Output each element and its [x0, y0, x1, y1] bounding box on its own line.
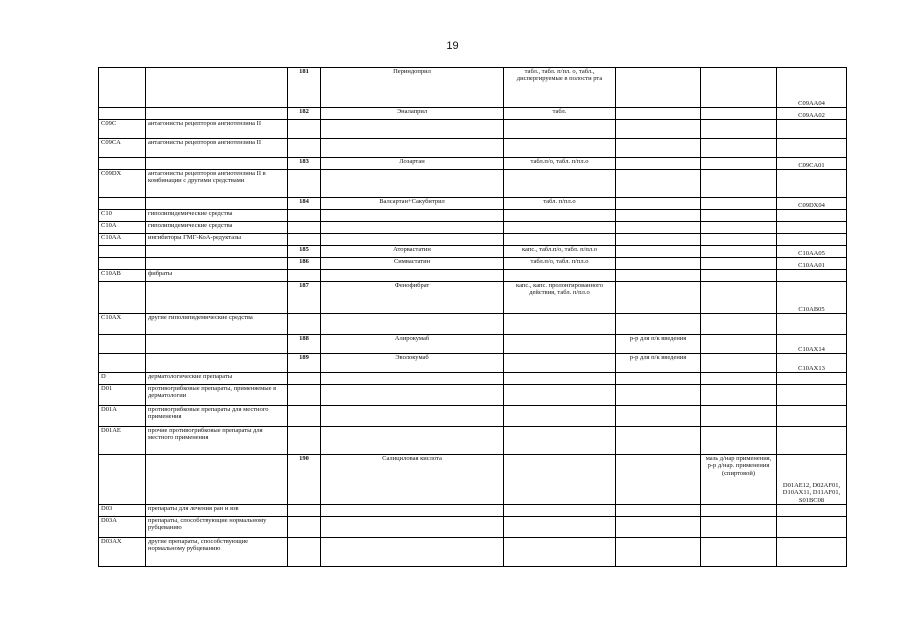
atc-group-code: D03: [99, 505, 146, 517]
table-row: [99, 406, 847, 427]
dosage-form: [504, 170, 616, 198]
dosage-form-alt: [616, 198, 701, 210]
dosage-form-extra: [701, 68, 777, 108]
drug-name: Салициловая кислота: [321, 455, 504, 505]
dosage-form-alt: [616, 258, 701, 270]
atc-code: C10AX13: [777, 354, 847, 373]
drug-name: Валсартан+Сакубитрил: [321, 198, 504, 210]
atc-group-code: [99, 455, 146, 505]
dosage-form: [504, 427, 616, 455]
dosage-form-extra: мазь д/нар применения, р-р д/нар. применения (спиртовой): [701, 455, 777, 505]
item-number: [288, 222, 321, 234]
atc-group-code: [99, 246, 146, 258]
dosage-form-extra: [701, 373, 777, 385]
dosage-form-alt: [616, 158, 701, 170]
atc-group-code: D01: [99, 385, 146, 406]
item-number: 186: [288, 258, 321, 270]
item-number: 187: [288, 282, 321, 314]
item-number: [288, 385, 321, 406]
drug-name: [321, 210, 504, 222]
dosage-form-extra: [701, 222, 777, 234]
dosage-form-extra: [701, 170, 777, 198]
atc-group-code: [99, 258, 146, 270]
table-row: [99, 210, 847, 222]
dosage-form-extra: [701, 517, 777, 538]
atc-code: [777, 538, 847, 567]
atc-group-code: C09CA: [99, 139, 146, 158]
item-number: [288, 314, 321, 335]
atc-group-code: C09C: [99, 120, 146, 139]
item-number: [288, 517, 321, 538]
table-row: [99, 222, 847, 234]
group-name: дерматологические препараты: [146, 373, 288, 385]
dosage-form-extra: [701, 198, 777, 210]
table-row: [99, 246, 847, 258]
atc-group-code: [99, 354, 146, 373]
drug-name: [321, 517, 504, 538]
dosage-form-alt: р-р для п/к введения: [616, 354, 701, 373]
table-row: [99, 354, 847, 373]
dosage-form-alt: [616, 170, 701, 198]
table-row: [99, 282, 847, 314]
atc-code: [777, 270, 847, 282]
table-row: [99, 270, 847, 282]
group-name: препараты для лечения ран и язв: [146, 505, 288, 517]
table-row: [99, 158, 847, 170]
item-number: 181: [288, 68, 321, 108]
atc-group-code: [99, 282, 146, 314]
item-number: [288, 139, 321, 158]
table-row: [99, 234, 847, 246]
atc-code: [777, 406, 847, 427]
group-name: гиполипидемические средства: [146, 222, 288, 234]
dosage-form: табл.: [504, 108, 616, 120]
dosage-form-alt: [616, 373, 701, 385]
atc-group-code: [99, 108, 146, 120]
dosage-form-alt: [616, 120, 701, 139]
group-name: фибраты: [146, 270, 288, 282]
atc-code: [777, 385, 847, 406]
table-row: [99, 108, 847, 120]
table-row: [99, 538, 847, 567]
atc-group-code: D01AE: [99, 427, 146, 455]
atc-group-code: [99, 68, 146, 108]
dosage-form-alt: [616, 234, 701, 246]
dosage-form-alt: [616, 406, 701, 427]
dosage-form: [504, 139, 616, 158]
drug-name: [321, 120, 504, 139]
dosage-form-alt: [616, 505, 701, 517]
dosage-form-alt: [616, 68, 701, 108]
dosage-form-extra: [701, 354, 777, 373]
table-row: [99, 373, 847, 385]
dosage-form-extra: [701, 314, 777, 335]
atc-group-code: D01A: [99, 406, 146, 427]
dosage-form-alt: [616, 455, 701, 505]
dosage-form: [504, 385, 616, 406]
dosage-form: [504, 270, 616, 282]
item-number: [288, 270, 321, 282]
dosage-form: [504, 538, 616, 567]
dosage-form: табл., табл. п/пл. о, табл., диспергируемые в полости рта: [504, 68, 616, 108]
dosage-form-alt: [616, 282, 701, 314]
item-number: 184: [288, 198, 321, 210]
atc-group-code: D: [99, 373, 146, 385]
atc-group-code: C10AX: [99, 314, 146, 335]
atc-code: C09AA04: [777, 68, 847, 108]
item-number: 182: [288, 108, 321, 120]
item-number: 188: [288, 335, 321, 354]
dosage-form-extra: [701, 270, 777, 282]
dosage-form: [504, 406, 616, 427]
drug-name: [321, 139, 504, 158]
atc-code: [777, 139, 847, 158]
drug-name: Аторвастатин: [321, 246, 504, 258]
table-row: [99, 427, 847, 455]
dosage-form-extra: [701, 139, 777, 158]
atc-group-code: D03A: [99, 517, 146, 538]
table-row: [99, 258, 847, 270]
atc-code: C09DX04: [777, 198, 847, 210]
dosage-form-extra: [701, 234, 777, 246]
group-name: [146, 258, 288, 270]
atc-code: C09AA02: [777, 108, 847, 120]
atc-code: [777, 222, 847, 234]
table-row: [99, 455, 847, 505]
drug-list-table: [98, 67, 847, 567]
atc-code: [777, 170, 847, 198]
dosage-form-extra: [701, 258, 777, 270]
table-row: [99, 139, 847, 158]
group-name: [146, 158, 288, 170]
drug-name: Эволокумаб: [321, 354, 504, 373]
group-name: антагонисты рецепторов ангиотензина II в комбинации с другими средствами: [146, 170, 288, 198]
group-name: [146, 68, 288, 108]
drug-name: [321, 234, 504, 246]
drug-name: [321, 385, 504, 406]
drug-name: [321, 314, 504, 335]
table-body: [99, 68, 847, 567]
group-name: [146, 108, 288, 120]
dosage-form-alt: [616, 210, 701, 222]
dosage-form-alt: [616, 139, 701, 158]
drug-name: Фенофибрат: [321, 282, 504, 314]
drug-name: [321, 427, 504, 455]
dosage-form-extra: [701, 108, 777, 120]
group-name: антагонисты рецепторов ангиотензина II: [146, 139, 288, 158]
dosage-form-alt: [616, 108, 701, 120]
atc-code: [777, 314, 847, 335]
dosage-form: [504, 354, 616, 373]
item-number: [288, 406, 321, 427]
table-row: [99, 120, 847, 139]
dosage-form-alt: [616, 538, 701, 567]
group-name: антагонисты рецепторов ангиотензина II: [146, 120, 288, 139]
group-name: противогрибковые препараты для местного применения: [146, 406, 288, 427]
drug-name: [321, 505, 504, 517]
group-name: [146, 282, 288, 314]
dosage-form: капс., капс. пролонгированного действия, табл. п/пл.о: [504, 282, 616, 314]
dosage-form-alt: [616, 385, 701, 406]
group-name: [146, 354, 288, 373]
table-row: [99, 517, 847, 538]
dosage-form: [504, 335, 616, 354]
atc-group-code: [99, 198, 146, 210]
dosage-form-extra: [701, 158, 777, 170]
dosage-form: табл.п/о, табл. п/пл.о: [504, 158, 616, 170]
group-name: другие препараты, способствующие нормальному рубцеванию: [146, 538, 288, 567]
table-row: [99, 68, 847, 108]
item-number: [288, 538, 321, 567]
group-name: ингибиторы ГМГ-КоА-редуктазы: [146, 234, 288, 246]
atc-code: [777, 210, 847, 222]
atc-code: C10AB05: [777, 282, 847, 314]
atc-code: [777, 505, 847, 517]
item-number: 189: [288, 354, 321, 373]
table-row: [99, 385, 847, 406]
atc-code: C10AA05: [777, 246, 847, 258]
drug-name: [321, 406, 504, 427]
group-name: прочие противогрибковые препараты для местного применения: [146, 427, 288, 455]
dosage-form: [504, 222, 616, 234]
item-number: [288, 170, 321, 198]
drug-name: Алирокумаб: [321, 335, 504, 354]
dosage-form: табл. п/пл.о: [504, 198, 616, 210]
item-number: [288, 373, 321, 385]
drug-name: [321, 270, 504, 282]
dosage-form-alt: [616, 270, 701, 282]
table-row: [99, 198, 847, 210]
table-row: [99, 170, 847, 198]
dosage-form: [504, 314, 616, 335]
drug-name: [321, 170, 504, 198]
item-number: [288, 120, 321, 139]
atc-group-code: D03AX: [99, 538, 146, 567]
group-name: [146, 198, 288, 210]
drug-name: [321, 538, 504, 567]
atc-code: [777, 120, 847, 139]
dosage-form-alt: [616, 314, 701, 335]
drug-name: [321, 222, 504, 234]
atc-code: [777, 373, 847, 385]
group-name: [146, 246, 288, 258]
group-name: препараты, способствующие нормальному рубцеванию: [146, 517, 288, 538]
item-number: [288, 234, 321, 246]
item-number: 183: [288, 158, 321, 170]
atc-group-code: C10: [99, 210, 146, 222]
drug-name: Лозартан: [321, 158, 504, 170]
table-row: [99, 505, 847, 517]
drug-name: Симвастатин: [321, 258, 504, 270]
dosage-form-alt: [616, 517, 701, 538]
dosage-form: капс., табл.п/о, табл. п/пл.о: [504, 246, 616, 258]
dosage-form: [504, 234, 616, 246]
dosage-form-alt: [616, 427, 701, 455]
group-name: другие гиполипидемические средства: [146, 314, 288, 335]
group-name: [146, 455, 288, 505]
group-name: противогрибковые препараты, применяемые в дерматологии: [146, 385, 288, 406]
group-name: [146, 335, 288, 354]
dosage-form-extra: [701, 335, 777, 354]
drug-name: Периндоприл: [321, 68, 504, 108]
atc-group-code: [99, 335, 146, 354]
dosage-form-extra: [701, 120, 777, 139]
atc-group-code: C10A: [99, 222, 146, 234]
atc-group-code: [99, 158, 146, 170]
dosage-form-extra: [701, 385, 777, 406]
dosage-form-extra: [701, 505, 777, 517]
atc-code: C09CA01: [777, 158, 847, 170]
dosage-form: [504, 373, 616, 385]
drug-name: Эналаприл: [321, 108, 504, 120]
atc-code: [777, 234, 847, 246]
atc-code: C10AA01: [777, 258, 847, 270]
atc-group-code: C09DX: [99, 170, 146, 198]
dosage-form-extra: [701, 538, 777, 567]
dosage-form-extra: [701, 282, 777, 314]
atc-group-code: C10AA: [99, 234, 146, 246]
atc-code: D01AE12, D02AF01, D10AX11, D11AF01, S01BC08: [777, 455, 847, 505]
dosage-form-extra: [701, 210, 777, 222]
dosage-form-extra: [701, 246, 777, 258]
drug-name: [321, 373, 504, 385]
atc-code: C10AX14: [777, 335, 847, 354]
dosage-form-alt: [616, 246, 701, 258]
dosage-form: [504, 505, 616, 517]
dosage-form: [504, 517, 616, 538]
dosage-form: [504, 455, 616, 505]
atc-code: [777, 427, 847, 455]
dosage-form: [504, 210, 616, 222]
dosage-form: табл.п/о, табл. п/пл.о: [504, 258, 616, 270]
item-number: [288, 210, 321, 222]
dosage-form-extra: [701, 427, 777, 455]
atc-group-code: C10AB: [99, 270, 146, 282]
item-number: [288, 427, 321, 455]
table-row: [99, 335, 847, 354]
page-number: 19: [446, 40, 459, 52]
table-row: [99, 314, 847, 335]
dosage-form-alt: р-р для п/к введения: [616, 335, 701, 354]
dosage-form-alt: [616, 222, 701, 234]
dosage-form-extra: [701, 406, 777, 427]
item-number: 190: [288, 455, 321, 505]
dosage-form: [504, 120, 616, 139]
group-name: гиполипидемические средства: [146, 210, 288, 222]
atc-code: [777, 517, 847, 538]
item-number: [288, 505, 321, 517]
item-number: 185: [288, 246, 321, 258]
